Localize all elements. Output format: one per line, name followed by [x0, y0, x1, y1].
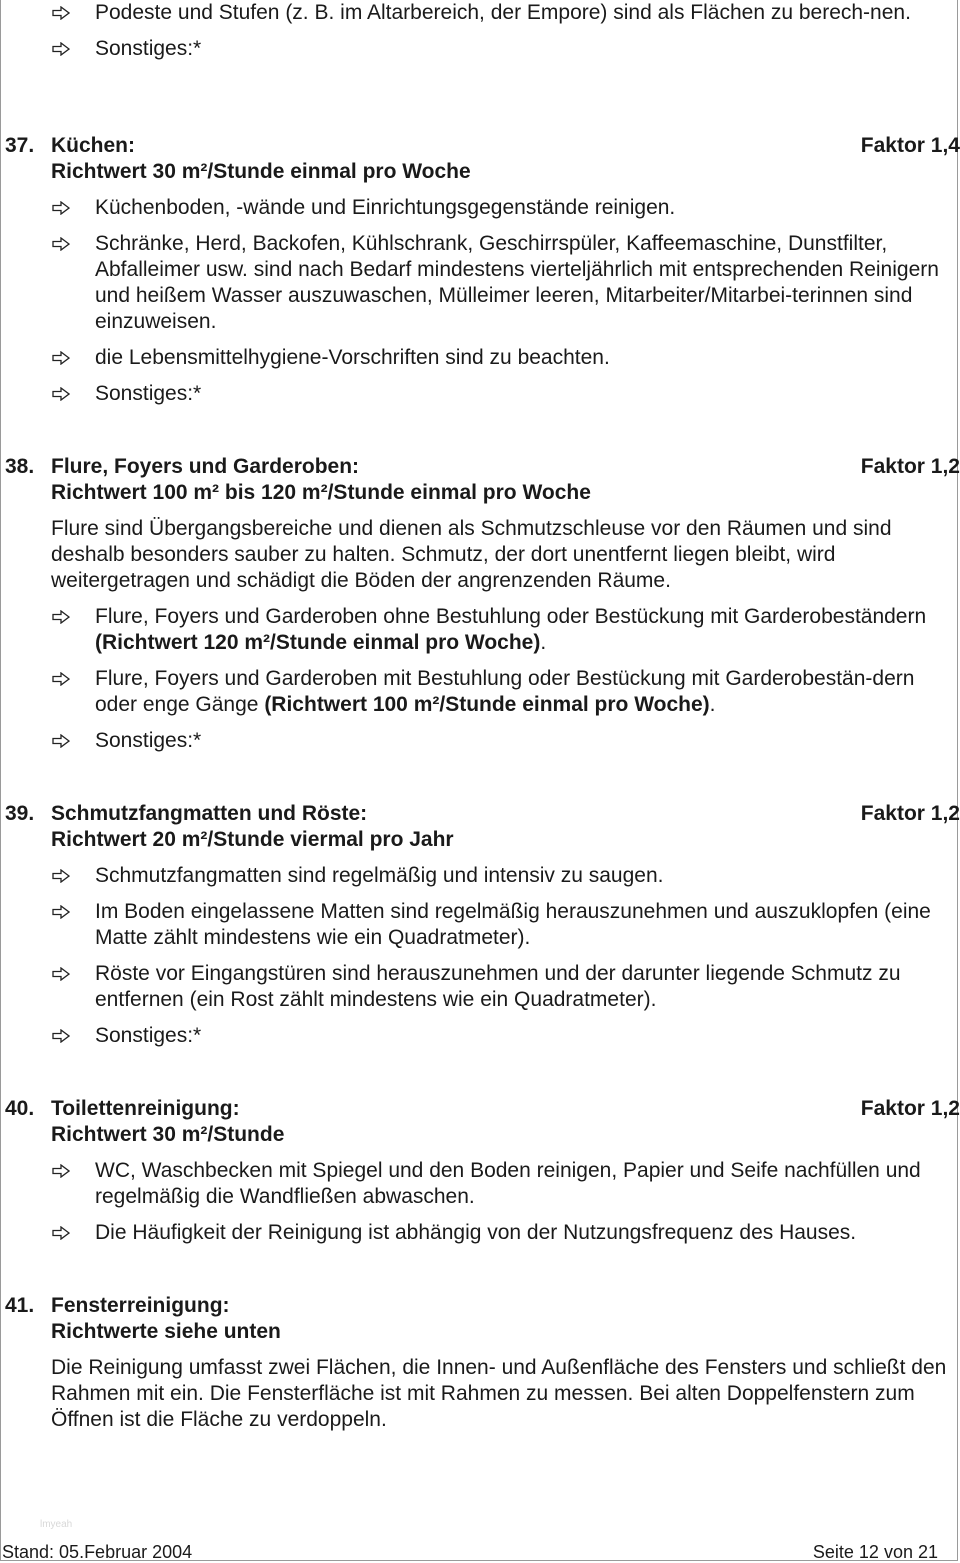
list-item — [0, 863, 960, 889]
arrow-right-icon — [52, 351, 70, 365]
list-item — [0, 728, 960, 754]
arrow-right-icon — [52, 6, 70, 20]
section-paragraph: Flure sind Übergangsbereiche und dienen als Schmutzschleuse vor den Räumen und sind deshalb besonders sauber zu halten. Schmutz, der dort unentfernt liegen bleibt, wird weitergetragen und schädigt die Böden der angrenzenden Räume. — [51, 517, 892, 592]
section-title: Schmutzfangmatten und Röste: — [51, 802, 368, 825]
bullet-text: Podeste und Stufen (z. B. im Altarbereich, der Empore) sind als Flächen zu berech-nen. — [95, 1, 911, 24]
section-title: Küchen: — [51, 134, 135, 157]
section-number: 39. — [5, 802, 35, 825]
bullet-text: Flure, Foyers und Garderoben ohne Bestuhlung oder Bestückung mit Garderobeständern — [95, 605, 927, 628]
richtwert: Richtwert 30 m²/Stunde — [51, 1123, 285, 1146]
arrow-right-icon — [52, 672, 70, 686]
section-39 — [0, 801, 960, 1059]
list-item — [0, 1158, 960, 1210]
list-item — [0, 1220, 960, 1246]
watermark: lmyeah — [40, 1519, 73, 1530]
list-item — [0, 345, 960, 371]
bullet-text: Sonstiges:* — [95, 729, 202, 752]
arrow-right-icon — [52, 1226, 70, 1240]
list-item — [0, 195, 960, 221]
arrow-right-icon — [52, 42, 70, 56]
arrow-right-icon — [52, 905, 70, 919]
section-title: Flure, Foyers und Garderoben: — [51, 455, 360, 478]
arrow-right-icon — [52, 967, 70, 981]
faktor-label: Faktor 1,2 — [860, 802, 960, 825]
arrow-right-icon — [52, 869, 70, 883]
bullet-end: . — [540, 631, 547, 654]
richtwert: Richtwert 20 m²/Stunde viermal pro Jahr — [51, 828, 454, 851]
section-heading — [0, 133, 960, 159]
bullet-text: Röste vor Eingangstüren sind herauszunehmen und der darunter liegende Schmutz zu entfernen (ein Rost zählt mindestens wie ein Quadratmeter). — [95, 962, 901, 1011]
section-heading — [0, 1293, 960, 1319]
section-heading — [0, 454, 960, 480]
arrow-right-icon — [52, 387, 70, 401]
section-title: Fensterreinigung: — [51, 1294, 230, 1317]
richtwert: Richtwerte siehe unten — [51, 1320, 281, 1343]
bullet-text: Schränke, Herd, Backofen, Kühlschrank, Geschirrspüler, Kaffeemaschine, Dunstfilter, Abfalleimer usw. sind nach Bedarf mindestens vierteljährlich mit entsprechenden Reinigern und heißem Wasser auszuwaschen, Mülleimer leeren, Mitarbeiter/Mitarbei-terinnen sind einzuweisen. — [95, 232, 939, 333]
bullet-text: Die Häufigkeit der Reinigung ist abhängig von der Nutzungsfrequenz des Hauses. — [95, 1221, 857, 1244]
bullet-text: Flure, Foyers und Garderoben mit Bestuhlung oder Bestückung mit Garderobestän-dern oder enge Gänge — [95, 667, 915, 716]
bullet-text: Sonstiges:* — [95, 37, 202, 60]
arrow-right-icon — [52, 610, 70, 624]
section-heading — [0, 1096, 960, 1122]
list-item — [0, 36, 960, 62]
list-item — [0, 381, 960, 407]
section-title: Toilettenreinigung: — [51, 1097, 240, 1120]
arrow-right-icon — [52, 237, 70, 251]
bullet-bold-text: (Richtwert 100 m²/Stunde einmal pro Woche) — [264, 693, 710, 716]
list-item — [0, 604, 960, 656]
bullet-text: Sonstiges:* — [95, 1024, 202, 1047]
bullet-text: Im Boden eingelassene Matten sind regelmäßig herauszunehmen und auszuklopfen (eine Matte zählt mindestens wie ein Quadratmeter). — [95, 900, 931, 949]
faktor-label: Faktor 1,4 — [860, 134, 960, 157]
section-number: 41. — [5, 1294, 35, 1317]
section-41 — [0, 1293, 960, 1443]
page-footer — [0, 1541, 960, 1563]
top-continuation — [0, 0, 960, 72]
section-38 — [0, 454, 960, 764]
section-heading — [0, 801, 960, 827]
section-number: 40. — [5, 1097, 35, 1120]
list-item — [0, 961, 960, 1013]
list-item — [0, 666, 960, 718]
richtwert: Richtwert 30 m²/Stunde einmal pro Woche — [51, 160, 471, 183]
bullet-text: Sonstiges:* — [95, 382, 202, 405]
arrow-right-icon — [52, 1164, 70, 1178]
list-item — [0, 1023, 960, 1049]
bullet-text: Schmutzfangmatten sind regelmäßig und intensiv zu saugen. — [95, 864, 664, 887]
section-paragraph: Die Reinigung umfasst zwei Flächen, die Innen- und Außenfläche des Fensters und schließt den Rahmen mit ein. Die Fensterfläche ist mit Rahmen zu messen. Bei alten Doppelfenstern zum Öffnen ist die Fläche zu verdoppeln. — [51, 1356, 947, 1431]
list-item — [0, 231, 960, 335]
footer-date: Stand: 05.Februar 2004 — [2, 1542, 193, 1562]
arrow-right-icon — [52, 734, 70, 748]
bullet-text: WC, Waschbecken mit Spiegel und den Boden reinigen, Papier und Seife nachfüllen und regelmäßig die Wandfließen abwaschen. — [95, 1159, 921, 1208]
section-40 — [0, 1096, 960, 1256]
section-37 — [0, 133, 960, 417]
list-item — [0, 899, 960, 951]
bullet-end: . — [709, 693, 716, 716]
arrow-right-icon — [52, 201, 70, 215]
bullet-text: Küchenboden, -wände und Einrichtungsgegenstände reinigen. — [95, 196, 676, 219]
faktor-label: Faktor 1,2 — [860, 455, 960, 478]
section-number: 37. — [5, 134, 35, 157]
faktor-label: Faktor 1,2 — [860, 1097, 960, 1120]
bullet-text: die Lebensmittelhygiene-Vorschriften sind zu beachten. — [95, 346, 610, 369]
arrow-right-icon — [52, 1029, 70, 1043]
bullet-bold-text: (Richtwert 120 m²/Stunde einmal pro Woche) — [95, 631, 541, 654]
list-item — [0, 0, 960, 26]
section-number: 38. — [5, 455, 35, 478]
footer-page-number: Seite 12 von 21 — [812, 1542, 938, 1562]
richtwert: Richtwert 100 m² bis 120 m²/Stunde einmal pro Woche — [51, 481, 591, 504]
